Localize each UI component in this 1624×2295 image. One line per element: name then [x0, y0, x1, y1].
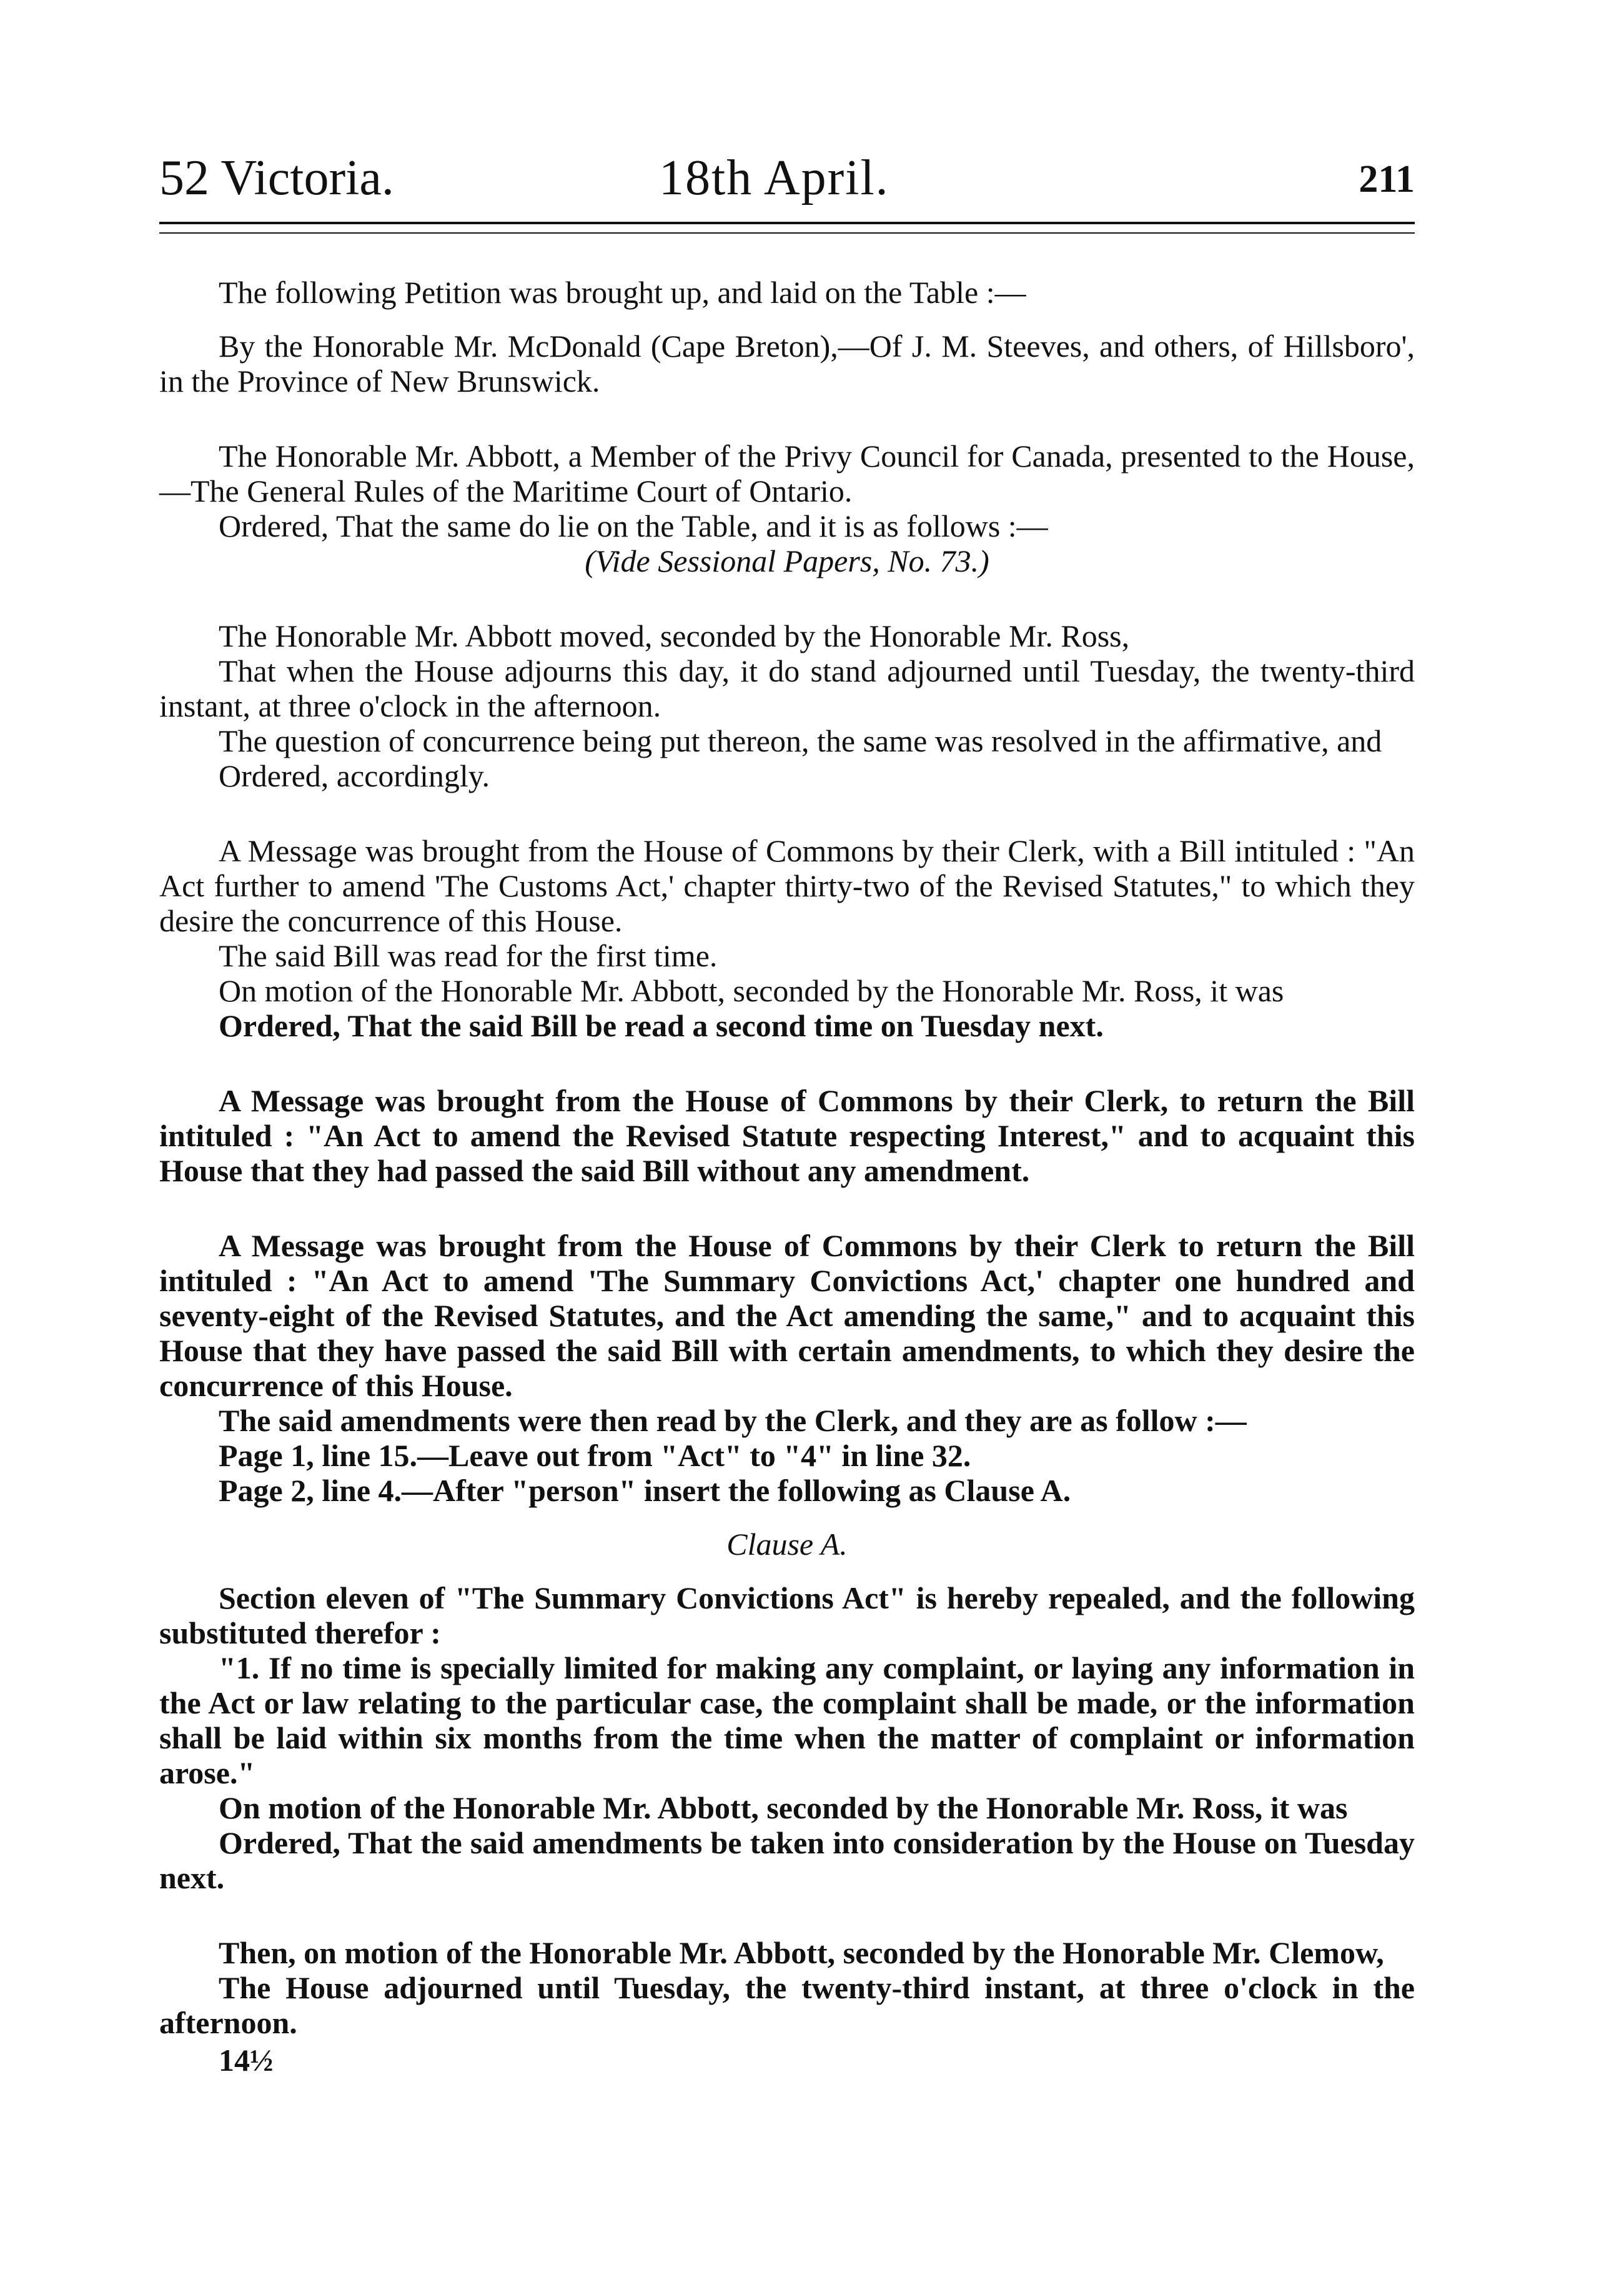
summary-convictions-message: A Message was brought from the House of Commons by their Clerk to return the Bill intituled : "An Act to amend 'The Summary Convictions Act,' chapter one hundred and seventy-eight of the Revised Statutes, and the Act amending the same," and to acquaint this House that they have passed the said Bill with certain amendments, to which they desire the concurrence of this House. — [159, 1228, 1415, 1403]
adjournment-paragraph: The House adjourned until Tuesday, the twenty-third instant, at three o'clock in the afternoon. — [159, 1970, 1415, 2040]
amendment-page-2: Page 2, line 4.—After "person" insert the following as Clause A. — [219, 1473, 1071, 1508]
header-rule-thin — [159, 232, 1415, 234]
petition-intro: The following Petition was brought up, and laid on the Table :— — [219, 275, 1026, 310]
page-number: 211 — [1359, 158, 1415, 201]
header-session: 52 Victoria. — [159, 151, 394, 206]
presentation-paragraph: The Honorable Mr. Abbott, a Member of the Privy Council for Canada, presented to the House,—The General Rules of the Maritime Court of Ontario. — [159, 439, 1415, 508]
final-motion-paragraph: Then, on motion of the Honorable Mr. Abbott, seconded by the Honorable Mr. Clemow, — [219, 1935, 1384, 1970]
order-paragraph: Ordered, That the same do lie on the Table, and it is as follows :— — [219, 508, 1048, 543]
amendment-page-1: Page 1, line 15.—Leave out from "Act" to "4" in line 32. — [219, 1438, 971, 1473]
sessional-papers-reference: (Vide Sessional Papers, No. 73.) — [585, 543, 989, 578]
clause-text: "1. If no time is specially limited for making any complaint, or laying any information in the Act or law relating to the particular case, the complaint shall be made, or the information shall be laid within six months from the time when the matter of complaint or information arose." — [159, 1650, 1415, 1790]
motion-paragraph: The Honorable Mr. Abbott moved, seconded by the Honorable Mr. Ross, — [219, 618, 1130, 653]
first-reading-paragraph: The said Bill was read for the first time. — [219, 938, 718, 973]
interest-bill-message: A Message was brought from the House of Commons by their Clerk, to return the Bill intituled : "An Act to amend the Revised Statute respecting Interest," and to acquaint this House that they had passed the said Bill without any amendment. — [159, 1083, 1415, 1188]
signature-mark: 14½ — [219, 2043, 274, 2078]
section-eleven-paragraph: Section eleven of "The Summary Convictions Act" is hereby repealed, and the following substituted therefor : — [159, 1580, 1415, 1650]
header-rule-thick — [159, 222, 1415, 224]
clause-a-heading: Clause A. — [726, 1527, 848, 1562]
customs-bill-message: A Message was brought from the House of Commons by their Clerk, with a Bill intituled : "An Act further to amend 'The Customs Act,' chapter thirty-two of the Revised Statutes," to which they desire the concurrence of this House. — [159, 833, 1415, 938]
ordered-paragraph: Ordered, accordingly. — [219, 758, 490, 793]
motion-paragraph-3: On motion of the Honorable Mr. Abbott, seconded by the Honorable Mr. Ross, it was — [219, 1790, 1348, 1825]
journal-body — [159, 275, 1415, 2078]
amendments-read-paragraph: The said amendments were then read by the Clerk, and they are as follow :— — [219, 1403, 1247, 1438]
amendments-order: Ordered, That the said amendments be taken into consideration by the House on Tuesday next. — [159, 1825, 1415, 1895]
concurrence-paragraph: The question of concurrence being put thereon, the same was resolved in the affirmative, and — [219, 723, 1382, 758]
adjournment-motion-text: That when the House adjourns this day, it do stand adjourned until Tuesday, the twenty-third instant, at three o'clock in the afternoon. — [159, 653, 1415, 723]
page-header — [159, 125, 1415, 206]
motion-paragraph-2: On motion of the Honorable Mr. Abbott, seconded by the Honorable Mr. Ross, it was — [219, 973, 1284, 1008]
header-date: 18th April. — [659, 151, 889, 206]
petition-entry: By the Honorable Mr. McDonald (Cape Breton),—Of J. M. Steeves, and others, of Hillsboro', in the Province of New Brunswick. — [159, 329, 1415, 399]
second-reading-order: Ordered, That the said Bill be read a second time on Tuesday next. — [219, 1008, 1104, 1043]
